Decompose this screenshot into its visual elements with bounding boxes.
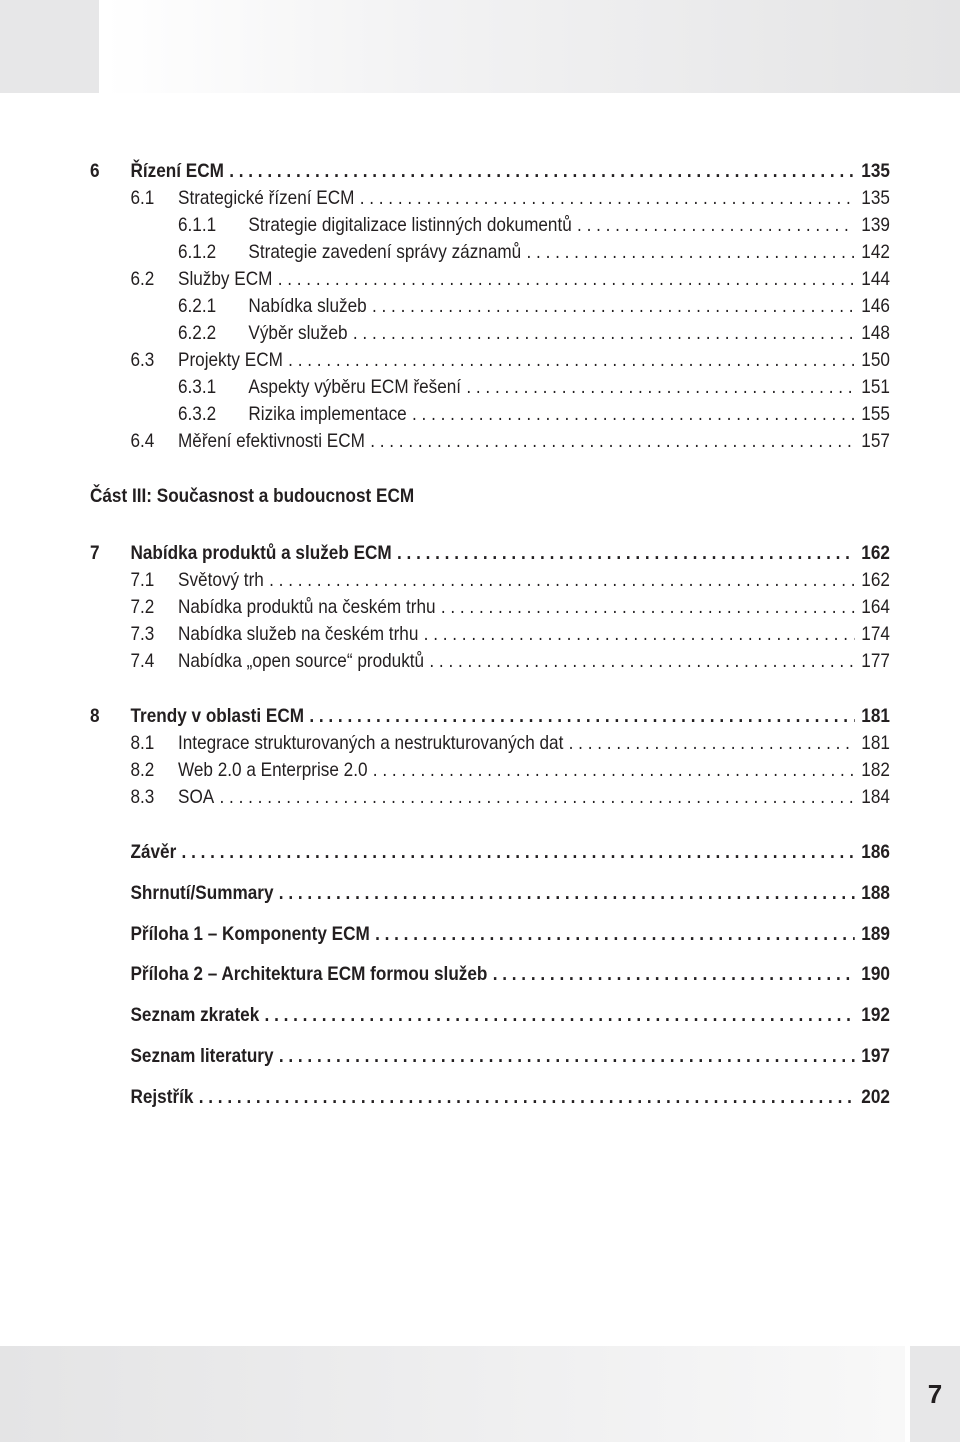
- toc-back-appendix-2[interactable]: [90, 961, 890, 987]
- toc-title: Seznam literatury: [130, 1045, 274, 1067]
- toc-title: Příloha 1 – Komponenty ECM: [130, 923, 370, 945]
- toc-leader: [412, 401, 855, 427]
- toc-title: Služby ECM: [178, 268, 273, 290]
- toc-title: Příloha 2 – Architektura ECM formou služeb: [130, 963, 488, 985]
- toc-page: 157: [861, 430, 890, 452]
- toc-number: 7.3: [130, 623, 155, 645]
- toc-section-7-4[interactable]: [90, 648, 890, 674]
- toc-page: 177: [861, 650, 890, 672]
- toc-back-literature[interactable]: [90, 1043, 890, 1069]
- footer-strip: [0, 1346, 905, 1442]
- toc-back-summary[interactable]: [90, 880, 890, 906]
- toc-leader: [279, 880, 855, 906]
- toc-section-8-3[interactable]: [90, 784, 890, 810]
- toc-leader: [309, 703, 854, 729]
- toc-page: 202: [861, 1086, 890, 1108]
- toc-section-6-1-1[interactable]: [90, 212, 890, 238]
- page-number: 7: [927, 1378, 943, 1409]
- toc-page: 135: [861, 187, 890, 209]
- toc-back-abbreviations[interactable]: [90, 1002, 890, 1028]
- toc-title: Výběr služeb: [248, 322, 348, 344]
- toc-title: Měření efektivnosti ECM: [178, 430, 365, 452]
- toc-page: 148: [861, 322, 890, 344]
- toc-page: 182: [861, 759, 890, 781]
- toc-leader: [577, 212, 855, 238]
- toc-chapter-8[interactable]: [90, 703, 890, 729]
- toc-page: 181: [861, 705, 890, 727]
- toc-number: 6.4: [130, 430, 155, 452]
- toc-page: 197: [861, 1045, 890, 1067]
- header-strip: [104, 0, 960, 93]
- toc-section-6-3-1[interactable]: [90, 374, 890, 400]
- toc-leader: [373, 757, 855, 783]
- toc-leader: [569, 730, 855, 756]
- toc-title: Integrace strukturovaných a nestrukturovaných dat: [178, 732, 564, 754]
- toc-number: 6.1.2: [178, 241, 217, 263]
- toc-back-index[interactable]: [90, 1084, 890, 1110]
- toc-page: 151: [861, 376, 890, 398]
- toc-section-6-1[interactable]: [90, 185, 890, 211]
- toc-section-7-3[interactable]: [90, 621, 890, 647]
- toc-leader: [441, 594, 855, 620]
- toc-section-6-2-2[interactable]: [90, 320, 890, 346]
- toc-number: 8: [90, 705, 100, 727]
- toc-leader: [269, 567, 855, 593]
- toc-page: 192: [861, 1004, 890, 1026]
- toc-back-appendix-1[interactable]: [90, 921, 890, 947]
- toc-page: 190: [861, 963, 890, 985]
- toc-leader: [279, 1043, 855, 1069]
- toc-leader: [353, 320, 855, 346]
- toc-number: 8.3: [130, 786, 155, 808]
- toc-title: Rizika implementace: [248, 403, 407, 425]
- toc-page: 146: [861, 295, 890, 317]
- toc-page: 189: [861, 923, 890, 945]
- toc-leader: [397, 540, 855, 566]
- toc-number: 6: [90, 160, 100, 182]
- toc-number: 7.4: [130, 650, 155, 672]
- toc-back-conclusion[interactable]: [90, 839, 890, 865]
- toc-page: 184: [861, 786, 890, 808]
- toc-leader: [288, 347, 855, 373]
- toc-leader: [199, 1084, 855, 1110]
- toc-leader: [466, 374, 854, 400]
- toc-title: Nabídka služeb na českém trhu: [178, 623, 419, 645]
- toc-leader: [429, 648, 854, 674]
- toc-number: 6.3: [130, 349, 155, 371]
- toc-title: Shrnutí/Summary: [130, 882, 274, 904]
- toc-title: SOA: [178, 786, 215, 808]
- toc-leader: [493, 961, 855, 987]
- toc-title: Nabídka služeb: [248, 295, 367, 317]
- toc-leader: [424, 621, 855, 647]
- toc-title: Nabídka produktů na českém trhu: [178, 596, 436, 618]
- toc-leader: [360, 185, 855, 211]
- toc-section-6-1-2[interactable]: [90, 239, 890, 265]
- toc-leader: [526, 239, 854, 265]
- toc-title: Strategické řízení ECM: [178, 187, 355, 209]
- toc-leader: [375, 921, 855, 947]
- toc-section-6-2[interactable]: [90, 266, 890, 292]
- toc-title: Strategie digitalizace listinných dokumentů: [248, 214, 572, 236]
- toc-section-8-1[interactable]: [90, 730, 890, 756]
- toc-page: 150: [861, 349, 890, 371]
- toc-leader: [220, 784, 855, 810]
- toc-number: 6.1: [130, 187, 155, 209]
- toc-page: 181: [861, 732, 890, 754]
- toc-title: Závěr: [130, 841, 177, 863]
- toc-page: 186: [861, 841, 890, 863]
- toc-title: Rejstřík: [130, 1086, 194, 1108]
- toc-page: 162: [861, 569, 890, 591]
- toc-number: 6.1.1: [178, 214, 217, 236]
- toc-page: 155: [861, 403, 890, 425]
- toc-page: 162: [861, 542, 890, 564]
- toc-number: 8.1: [130, 732, 155, 754]
- toc-title: Projekty ECM: [178, 349, 283, 371]
- toc-section-6-4[interactable]: [90, 428, 890, 454]
- toc-title: Web 2.0 a Enterprise 2.0: [178, 759, 368, 781]
- toc-number: 7.1: [130, 569, 155, 591]
- toc-number: 6.2.1: [178, 295, 217, 317]
- toc-section-7-1[interactable]: [90, 567, 890, 593]
- toc-leader: [372, 293, 855, 319]
- toc-number: 6.2: [130, 268, 155, 290]
- toc-page: 188: [861, 882, 890, 904]
- toc-page: 144: [861, 268, 890, 290]
- toc-leader: [229, 158, 855, 184]
- toc-number: 8.2: [130, 759, 155, 781]
- toc-section-7-2[interactable]: [90, 594, 890, 620]
- toc-page: 139: [861, 214, 890, 236]
- toc-title: Řízení ECM: [130, 160, 224, 182]
- toc-leader: [370, 428, 855, 454]
- toc-number: 6.2.2: [178, 322, 217, 344]
- toc-title: Nabídka „open source“ produktů: [178, 650, 425, 672]
- toc-title: Aspekty výběru ECM řešení: [248, 376, 462, 398]
- toc-leader: [265, 1002, 855, 1028]
- toc-page: 135: [861, 160, 890, 182]
- toc-page: 142: [861, 241, 890, 263]
- toc-page: 174: [861, 623, 890, 645]
- toc-number: 7.2: [130, 596, 155, 618]
- toc-title: Světový trh: [178, 569, 264, 591]
- toc-number: 6.3.2: [178, 403, 217, 425]
- toc-chapter-6[interactable]: [90, 158, 890, 184]
- toc-title: Strategie zavedení správy záznamů: [248, 241, 522, 263]
- toc-number: 7: [90, 542, 100, 564]
- toc-title: Seznam zkratek: [130, 1004, 260, 1026]
- toc-section-6-3[interactable]: [90, 347, 890, 373]
- toc-chapter-7[interactable]: [90, 540, 890, 566]
- toc-section-6-2-1[interactable]: [90, 293, 890, 319]
- toc-page: 164: [861, 596, 890, 618]
- toc-leader: [278, 266, 855, 292]
- toc-title: Nabídka produktů a služeb ECM: [130, 542, 392, 564]
- toc-title: Trendy v oblasti ECM: [130, 705, 305, 727]
- toc-leader: [182, 839, 855, 865]
- toc-section-8-2[interactable]: [90, 757, 890, 783]
- toc-section-6-3-2[interactable]: [90, 401, 890, 427]
- toc-number: 6.3.1: [178, 376, 217, 398]
- header-block-left: [0, 0, 99, 93]
- part-heading: Část III: Současnost a budoucnost ECM: [90, 485, 415, 507]
